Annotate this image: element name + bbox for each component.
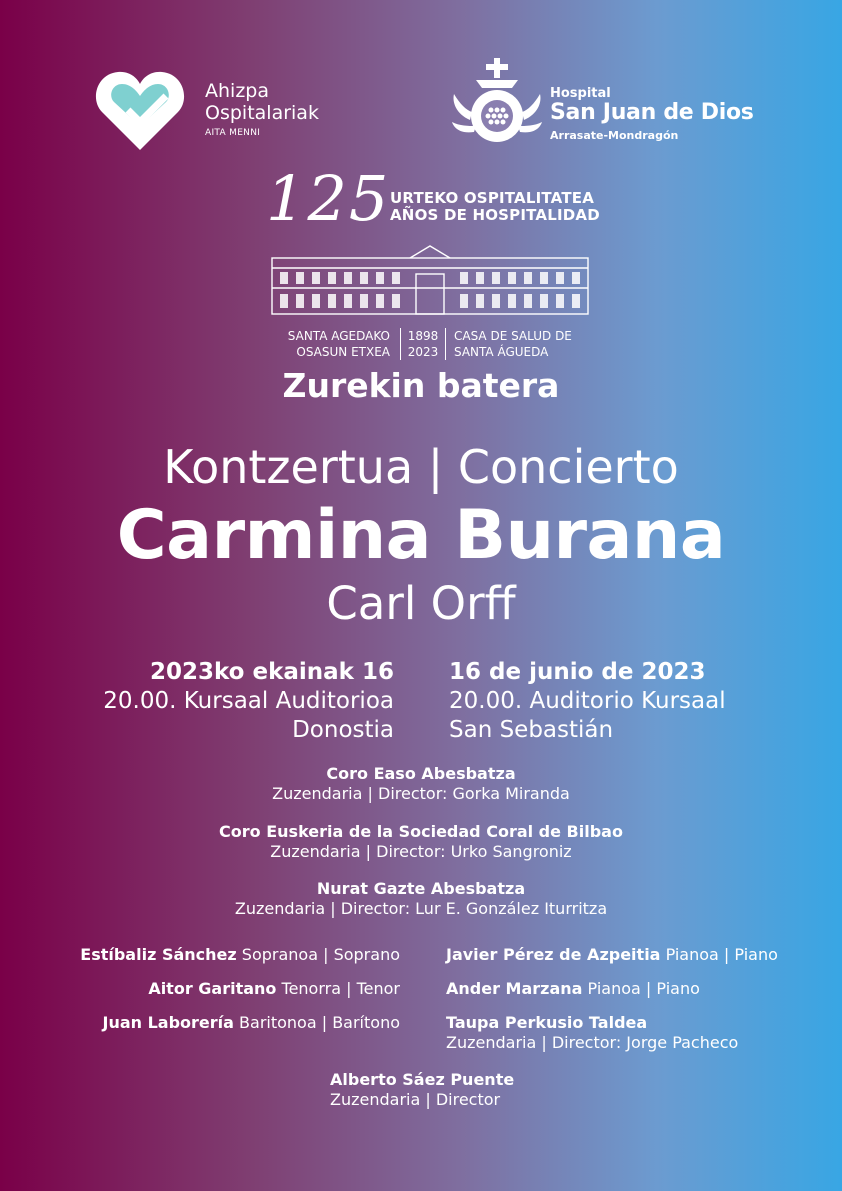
anniversary-years (400, 328, 446, 360)
performer-role: Pianoa | Piano (665, 945, 778, 964)
health-house-eu (270, 328, 390, 360)
performer-name: Taupa Perkusio Taldea (446, 1013, 648, 1032)
performer-name: Javier Pérez de Azpeitia (446, 945, 661, 964)
hospital-name: San Juan de Dios (550, 100, 754, 125)
choir-director: Zuzendaria | Director: Urko Sangroniz (270, 842, 572, 861)
choir-name: Nurat Gazte Abesbatza (316, 879, 526, 898)
hospital-san-juan-logo (450, 58, 760, 150)
choir-director: Zuzendaria | Director: Lur E. González Iturritza (234, 899, 608, 918)
performer-item (102, 1013, 400, 1032)
performer-item (80, 945, 400, 964)
conductor-role: Zuzendaria | Director (330, 1090, 501, 1109)
venue-eu: 20.00. Kursaal Auditorioa (103, 688, 394, 714)
hospital-label: Hospital (550, 86, 611, 101)
anniversary-line-eu: URTEKO OSPITALITATEA (390, 189, 595, 207)
health-house-es-line2: SANTA ÁGUEDA (454, 345, 549, 359)
ahizpa-ospitalariak-logo (92, 66, 332, 156)
choir-item (0, 822, 842, 862)
concert-label: Kontzertua | Concierto (163, 440, 679, 494)
choir-director: Zuzendaria | Director: Gorka Miranda (272, 784, 570, 803)
year-end: 2023 (407, 345, 439, 359)
composer: Carl Orff (326, 577, 516, 630)
concert-title: Carmina Burana (116, 496, 726, 575)
heart-logo-icon (92, 66, 192, 156)
anniversary-number: 125 (266, 162, 391, 235)
conductor-item (330, 1070, 514, 1110)
ahizpa-name (205, 80, 319, 124)
building-illustration-icon (270, 244, 590, 316)
venue-es: 20.00. Auditorio Kursaal (449, 688, 726, 714)
ahizpa-subtitle: AITA MENNI (205, 128, 261, 138)
choir-name: Coro Easo Abesbatza (326, 764, 516, 783)
date-es: 16 de junio de 2023 (449, 659, 706, 685)
city-es: San Sebastián (449, 717, 614, 743)
performer-name: Ander Marzana (446, 979, 583, 998)
hospital-city: Arrasate-Mondragón (550, 129, 679, 142)
performer-name: Juan Laborería (102, 1013, 234, 1032)
tagline: Zurekin batera (282, 366, 560, 405)
year-start: 1898 (407, 329, 439, 343)
health-house-es-line1: CASA DE SALUD DE (454, 329, 572, 343)
anniversary-line-es: AÑOS DE HOSPITALIDAD (390, 206, 600, 224)
performer-role: Sopranoa | Soprano (241, 945, 400, 964)
date-block-es (449, 658, 726, 745)
choir-item (0, 879, 842, 919)
performer-item (446, 979, 700, 999)
ahizpa-line2: Ospitalariak (205, 102, 319, 124)
health-house-es (454, 328, 594, 360)
choir-name: Coro Euskeria de la Sociedad Coral de Bilbao (219, 822, 623, 841)
pomegranate-cross-icon (450, 58, 546, 150)
health-house-eu-line1: SANTA AGEDAKO (287, 329, 390, 343)
performer-item (446, 1013, 738, 1053)
performer-name: Estíbaliz Sánchez (80, 945, 237, 964)
performer-item (446, 945, 778, 965)
city-eu: Donostia (292, 717, 394, 743)
performer-role: Tenorra | Tenor (281, 979, 400, 998)
performer-role: Pianoa | Piano (587, 979, 700, 998)
date-block-eu (103, 658, 394, 745)
ahizpa-line1: Ahizpa (205, 80, 269, 102)
performer-name: Aitor Garitano (148, 979, 277, 998)
performer-role: Zuzendaria | Director: Jorge Pacheco (446, 1033, 739, 1052)
performer-item (148, 979, 400, 998)
performer-role: Baritonoa | Barítono (239, 1013, 400, 1032)
choir-item (0, 764, 842, 804)
date-eu: 2023ko ekainak 16 (149, 659, 394, 685)
conductor-name: Alberto Sáez Puente (330, 1070, 515, 1089)
health-house-eu-line2: OSASUN ETXEA (296, 345, 390, 359)
